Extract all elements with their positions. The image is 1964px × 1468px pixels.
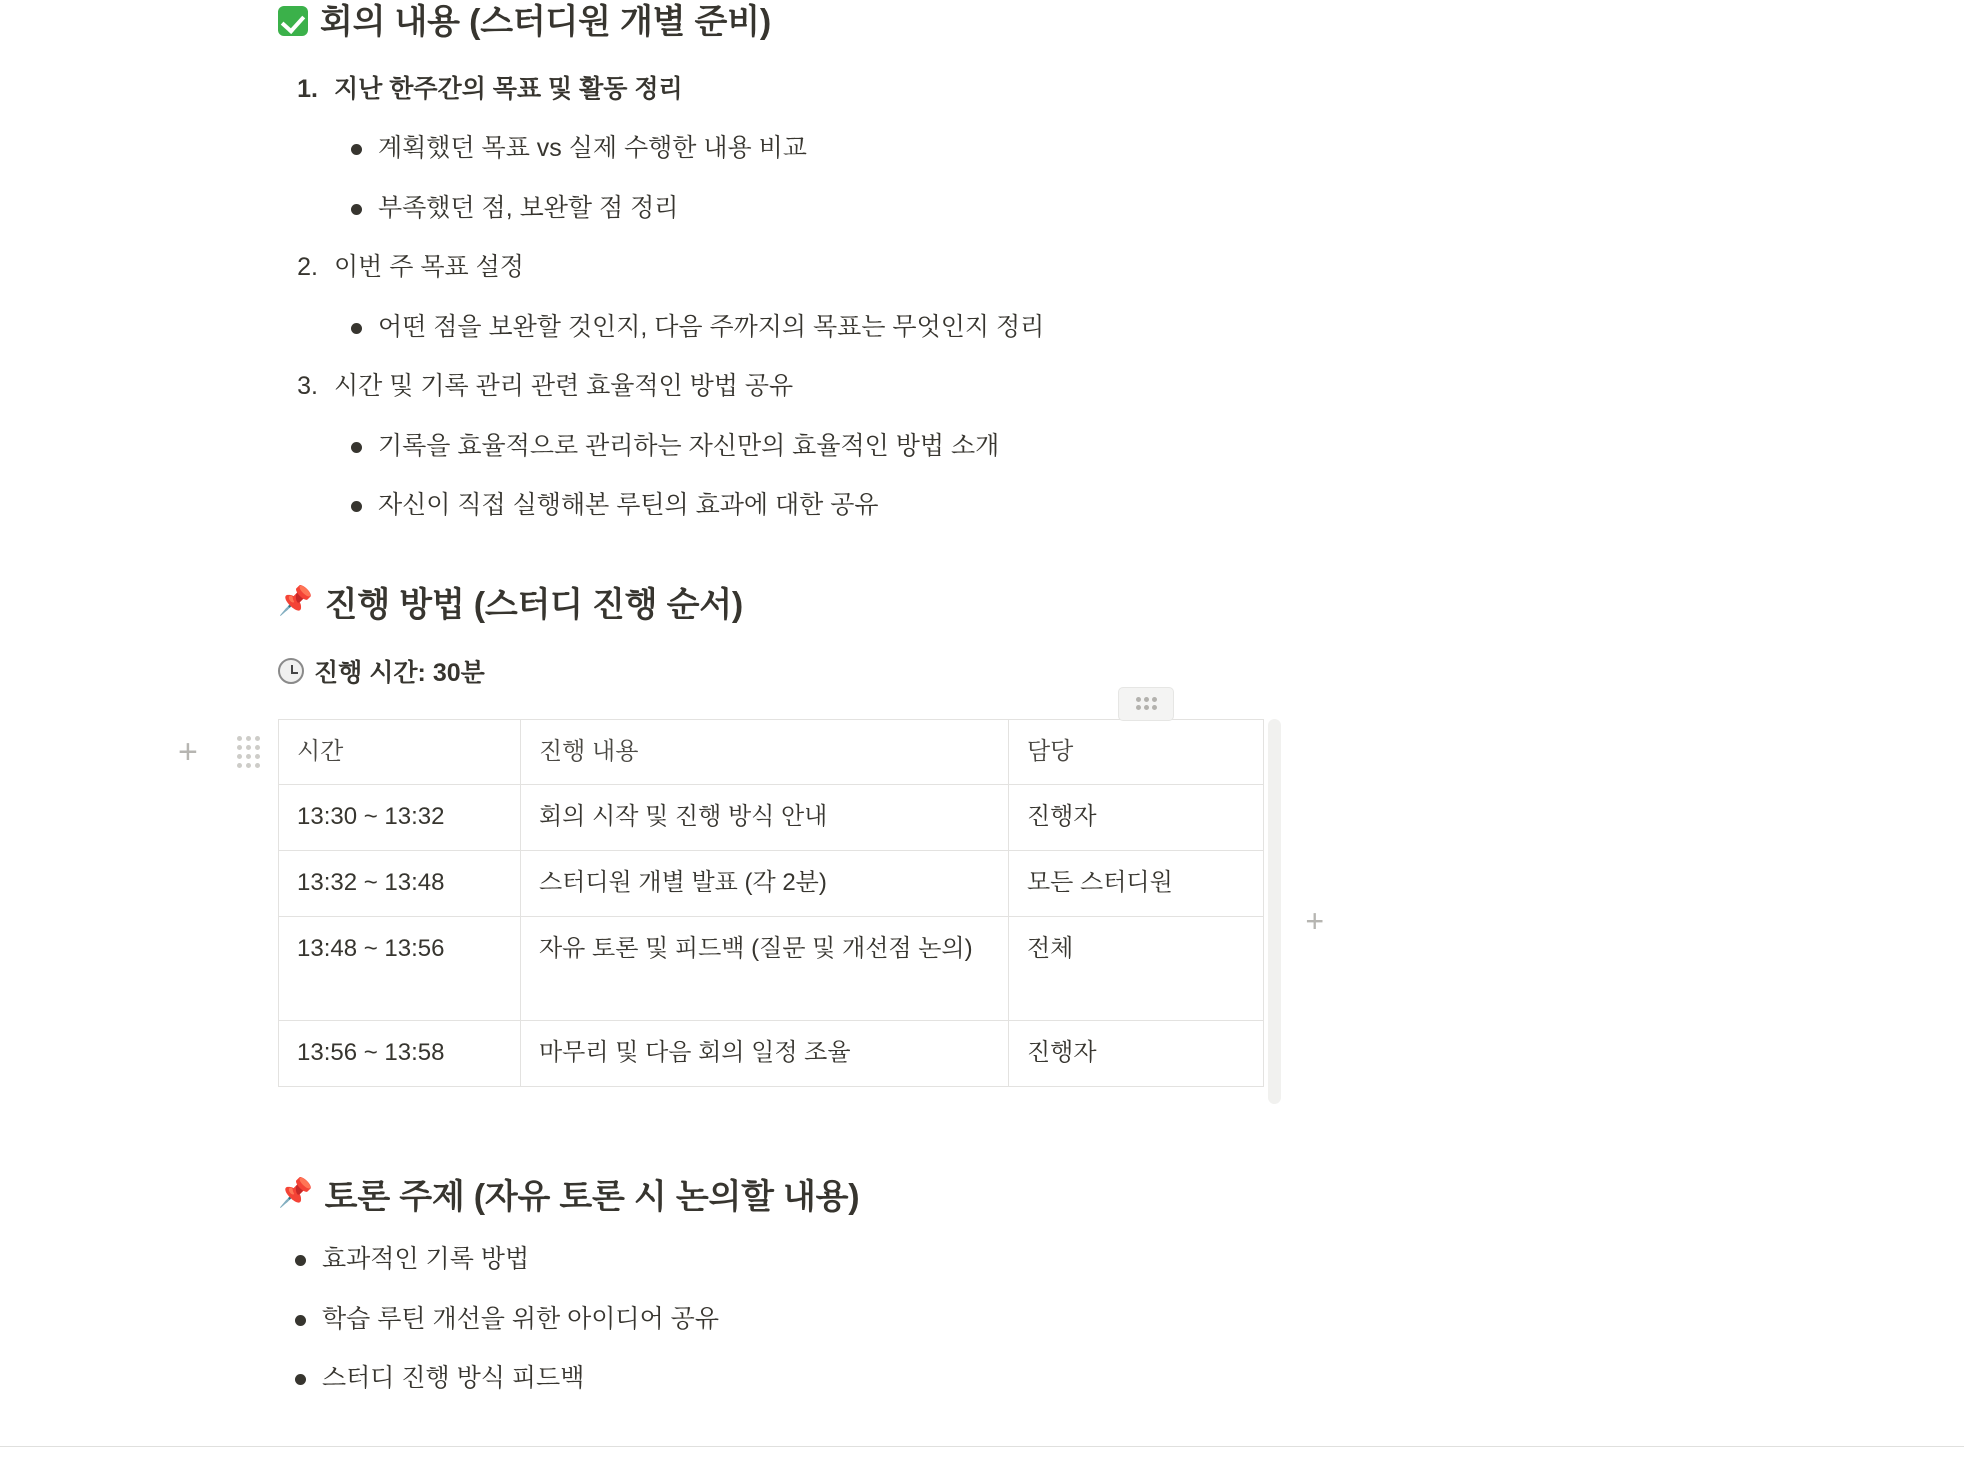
list-item[interactable] [278, 71, 1964, 109]
list-item-label: 지난 한주간의 목표 및 활동 정리 [334, 74, 683, 103]
spacer [278, 525, 1964, 583]
list-item-label: 어떤 점을 보완할 것인지, 다음 주까지의 목표는 무엇인지 정리 [378, 312, 1045, 341]
bullet-icon [334, 130, 378, 155]
bullet-icon [278, 1301, 322, 1326]
table-row[interactable] [279, 1021, 1264, 1087]
cell-content[interactable]: 회의 시작 및 진행 방식 안내 [521, 785, 1009, 851]
list-item[interactable] [278, 190, 1964, 228]
duration-line [278, 653, 1964, 689]
schedule-table-wrapper [178, 719, 1324, 1087]
clock-icon [278, 658, 304, 684]
cell-owner[interactable]: 전체 [1009, 917, 1264, 1021]
list-item[interactable] [278, 1301, 1964, 1339]
table-row[interactable] [279, 785, 1264, 851]
list-item[interactable] [278, 1241, 1964, 1279]
list-item-label: 부족했던 점, 보완할 점 정리 [378, 193, 679, 222]
list-item-label: 스터디 진행 방식 피드백 [322, 1364, 585, 1393]
pushpin-icon: 📌 [278, 1176, 313, 1208]
bullet-icon [334, 309, 378, 334]
cell-owner[interactable]: 진행자 [1009, 1021, 1264, 1087]
list-item-label: 자신이 직접 실행해본 루틴의 효과에 대한 공유 [378, 491, 879, 519]
spacer [278, 1087, 1964, 1175]
heading-discussion-topics [278, 1175, 1964, 1219]
table-row[interactable] [279, 851, 1264, 917]
list-marker: 1. [297, 74, 318, 103]
pushpin-icon: 📌 [278, 584, 313, 616]
list-item-label: 시간 및 기록 관리 관련 효율적인 방법 공유 [334, 372, 794, 400]
bullet-icon [334, 487, 378, 512]
list-item-label: 효과적인 기록 방법 [322, 1245, 530, 1274]
list-item-label: 이번 주 목표 설정 [334, 253, 524, 281]
list-item-label: 기록을 효율적으로 관리하는 자신만의 효율적인 방법 소개 [378, 431, 1000, 460]
heading-progress-method-text: 진행 방법 (스터디 진행 순서) [324, 585, 743, 624]
list-marker: 3. [297, 372, 318, 400]
column-header-owner[interactable]: 담당 [1009, 719, 1264, 785]
cell-content[interactable]: 마무리 및 다음 회의 일정 조율 [521, 1021, 1009, 1087]
duration-label: 진행 시간: 30분 [314, 658, 485, 687]
list-item[interactable] [278, 1360, 1964, 1398]
list-item-label: 계획했던 목표 vs 실제 수행한 내용 비교 [378, 134, 807, 162]
add-block-button[interactable]: + [178, 732, 198, 771]
column-header-time[interactable]: 시간 [279, 719, 521, 785]
window-bottom-bar [0, 1446, 1964, 1468]
schedule-table [278, 719, 1264, 1087]
heading-progress-method [278, 583, 1964, 627]
bullet-icon [334, 190, 378, 215]
column-header-content[interactable]: 진행 내용 [521, 719, 1009, 785]
column-drag-handle[interactable] [1118, 687, 1174, 721]
heading-meeting-content-text: 회의 내용 (스터디원 개별 준비) [320, 3, 771, 41]
cell-content[interactable]: 스터디원 개별 발표 (각 2분) [521, 851, 1009, 917]
table-row[interactable] [279, 917, 1264, 1021]
cell-time[interactable]: 13:30 ~ 13:32 [279, 785, 521, 851]
add-column-button[interactable]: + [1305, 902, 1324, 939]
cell-time[interactable]: 13:48 ~ 13:56 [279, 917, 521, 1021]
bullet-icon [278, 1360, 322, 1385]
list-item[interactable] [278, 368, 1964, 406]
list-marker: 2. [297, 253, 318, 281]
cell-content[interactable]: 자유 토론 및 피드백 (질문 및 개선점 논의) [521, 917, 1009, 1021]
meeting-content-list [278, 71, 1964, 525]
list-item[interactable] [278, 428, 1964, 466]
list-item[interactable] [278, 249, 1964, 287]
discussion-list [278, 1241, 1964, 1398]
bullet-icon [334, 428, 378, 453]
cell-time[interactable]: 13:56 ~ 13:58 [279, 1021, 521, 1087]
list-item[interactable] [278, 309, 1964, 347]
list-item-label: 학습 루틴 개선을 위한 아이디어 공유 [322, 1304, 719, 1333]
white-check-mark-icon [278, 0, 308, 49]
cell-owner[interactable]: 진행자 [1009, 785, 1264, 851]
list-item[interactable] [278, 487, 1964, 525]
table-scrollbar[interactable] [1268, 719, 1281, 1104]
list-item[interactable] [278, 130, 1964, 168]
heading-meeting-content [278, 0, 1964, 49]
bullet-icon [278, 1241, 322, 1266]
table-header-row [279, 719, 1264, 785]
cell-owner[interactable]: 모든 스터디원 [1009, 851, 1264, 917]
cell-time[interactable]: 13:32 ~ 13:48 [279, 851, 521, 917]
heading-discussion-topics-text: 토론 주제 (자유 토론 시 논의할 내용) [324, 1177, 860, 1216]
table-drag-handle[interactable] [233, 729, 263, 775]
